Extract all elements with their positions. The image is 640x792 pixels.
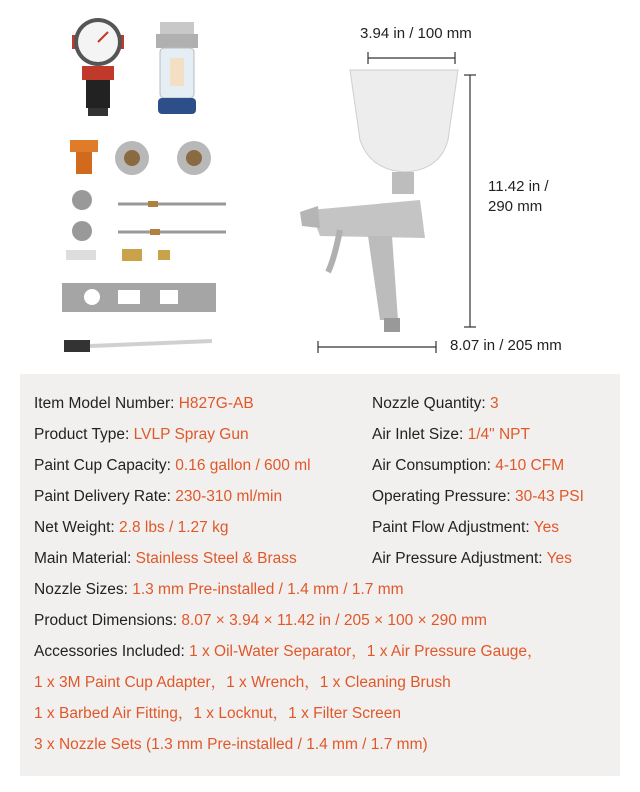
spec-value: 30-43 PSI: [515, 488, 584, 505]
spec-net-weight: [34, 518, 228, 538]
spec-cup-capacity: [34, 456, 311, 476]
spec-label: Accessories Included:: [34, 643, 190, 660]
spec-label: Operating Pressure:: [372, 488, 516, 505]
spec-value: 1 x Oil-Water Separator，1 x Air Pressure Gauge，: [189, 643, 543, 660]
spec-value: 4-10 CFM: [495, 457, 565, 474]
spec-air-pressure-adjustment: [372, 549, 572, 569]
spec-value: 8.07 × 3.94 × 11.42 in / 205 × 100 × 290 mm: [181, 612, 487, 629]
spec-accessories-line4: 3 x Nozzle Sets (1.3 mm Pre-installed / 1.4 mm / 1.7 mm): [34, 736, 428, 753]
spec-nozzle-quantity: [372, 394, 499, 414]
spec-value: H827G-AB: [178, 395, 254, 412]
spec-label: Air Consumption:: [372, 457, 496, 474]
spec-label: Main Material:: [34, 550, 136, 567]
cup-adapter-icon: [70, 140, 98, 174]
spec-value: 1.3 mm Pre-installed / 1.4 mm / 1.7 mm: [132, 581, 404, 598]
spec-value: 0.16 gallon / 600 ml: [175, 457, 311, 474]
fitting-icon: [66, 249, 170, 261]
height-dimension-label-line1: 11.42 in /: [488, 178, 549, 195]
spec-label: Nozzle Sizes:: [34, 581, 133, 598]
width-dimension-label: 3.94 in / 100 mm: [360, 25, 472, 42]
spec-value: Yes: [546, 550, 572, 567]
needle-icon: [118, 201, 226, 235]
spec-value: Stainless Steel & Brass: [135, 550, 297, 567]
spec-label: Net Weight:: [34, 519, 120, 536]
spec-value: 2.8 lbs / 1.27 kg: [119, 519, 229, 536]
spec-label: Nozzle Quantity:: [372, 395, 491, 412]
spec-value: LVLP Spray Gun: [133, 426, 249, 443]
spec-main-material: [34, 549, 297, 569]
spec-paint-flow-adjustment: [372, 518, 559, 538]
nozzle-tip-icon: [72, 190, 92, 241]
spec-product-type: [34, 425, 249, 445]
spec-label: Air Inlet Size:: [372, 426, 468, 443]
spec-air-consumption: [372, 456, 564, 476]
spec-label: Product Dimensions:: [34, 612, 182, 629]
spec-accessories-line3: 1 x Barbed Air Fitting，1 x Locknut，1 x Filter Screen: [34, 705, 401, 722]
spec-label: Paint Delivery Rate:: [34, 488, 176, 505]
pressure-regulator-icon: [72, 18, 124, 116]
spec-operating-pressure: [372, 487, 584, 507]
oil-water-separator-icon: [156, 22, 198, 114]
spec-label: Product Type:: [34, 426, 134, 443]
spec-value: 1/4" NPT: [467, 426, 530, 443]
spec-label: Air Pressure Adjustment:: [372, 550, 547, 567]
air-cap-icon: [115, 141, 211, 175]
spec-nozzle-sizes: [34, 580, 404, 600]
spec-model: [34, 394, 254, 414]
spec-value: 230-310 ml/min: [175, 488, 283, 505]
spec-label: Paint Flow Adjustment:: [372, 519, 534, 536]
spec-value: Yes: [533, 519, 559, 536]
spec-accessories: [34, 642, 543, 662]
specifications-panel: [20, 374, 620, 776]
spec-air-inlet: [372, 425, 530, 445]
spec-delivery-rate: [34, 487, 282, 507]
spec-label: Item Model Number:: [34, 395, 179, 412]
spec-value: 3: [490, 395, 499, 412]
height-dimension-label-line2: 290 mm: [488, 198, 543, 215]
spray-gun-icon: [300, 70, 458, 332]
spec-label: Paint Cup Capacity:: [34, 457, 176, 474]
cleaning-brush-icon: [64, 340, 212, 352]
spec-accessories-line2: 1 x 3M Paint Cup Adapter，1 x Wrench，1 x Cleaning Brush: [34, 674, 451, 691]
wrench-icon: [62, 283, 216, 312]
spec-product-dimensions: [34, 611, 487, 631]
length-dimension-label: 8.07 in / 205 mm: [450, 337, 562, 354]
